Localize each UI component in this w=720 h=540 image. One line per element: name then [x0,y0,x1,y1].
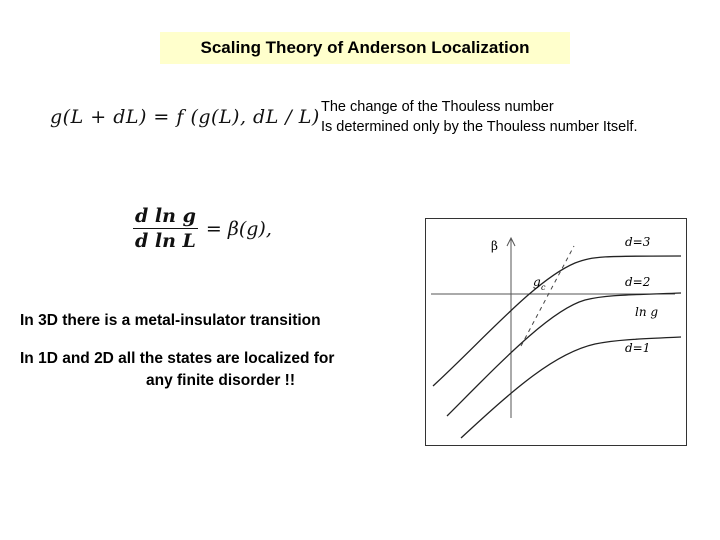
x-axis-label: ln g [635,305,659,319]
beta-function-plot [425,218,687,446]
fraction-numerator: d ln g [135,205,196,227]
statement-1d-2d-line-1: In 1D and 2D all the states are localized for [20,350,335,367]
statement-3d: In 3D there is a metal-insulator transition [20,312,321,329]
derivative-fraction [133,205,198,252]
beta-function-equation [133,205,272,252]
description-line-2: Is determined only by the Thouless number Itself. [321,119,638,135]
curve-label-d3: d=3 [625,235,651,249]
critical-label: g [533,275,541,289]
statement-1d-2d-line-2: any finite disorder !! [146,372,295,389]
fraction-denominator: d ln L [135,230,196,252]
description-text [321,97,637,137]
critical-subscript: c [541,283,546,292]
curve-label-d2: d=2 [625,275,651,289]
beta-rhs: = β(g), [205,217,272,240]
statement-1d-2d [20,348,334,392]
plot-frame [426,219,687,446]
slide-title: Scaling Theory of Anderson Localization [160,32,570,64]
y-axis-label: β [491,239,498,253]
description-line-1: The change of the Thouless number [321,99,554,115]
curve-label-d1: d=1 [625,341,651,355]
scaling-equation: g(L + dL) = f (g(L), dL / L) [50,106,320,128]
